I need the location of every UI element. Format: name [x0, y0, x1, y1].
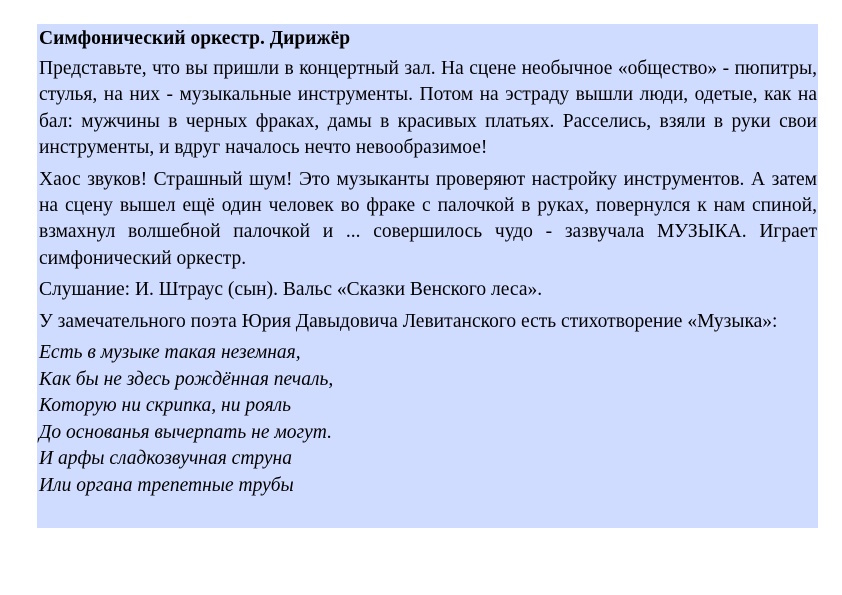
- poem-line: До основанья вычерпать не могут.: [39, 421, 332, 443]
- poem: [39, 340, 817, 500]
- document-title: Симфонический оркестр. Дирижёр: [39, 28, 351, 49]
- text-box: [37, 24, 818, 528]
- poem-line: Есть в музыке такая неземная,: [39, 342, 301, 364]
- poem-line: Как бы не здесь рождённая печаль,: [39, 368, 334, 390]
- paragraph-orchestra: Хаос звуков! Страшный шум! Это музыканты проверяют настройку инструментов. А затем на сцену вышел ещё один человек во фраке с палочкой в руках, повернулся к нам спиной, взмахнул волшебной палочкой и ... совершилось чудо - зазвучала МУЗЫКА. Играет симфонический оркестр.: [39, 168, 817, 269]
- paragraph-concert-hall: Представьте, что вы пришли в концертный зал. На сцене необычное «общество» - пюпитры, стулья, на них - музыкальные инструменты. Потом на эстраду вышли люди, одетые, как на бал: мужчины в черных фраках, дамы в красивых платьях. Расселись, взяли в руки свои инструменты, и вдруг началось нечто невообразимое!: [39, 58, 817, 159]
- poem-line: Которую ни скрипка, ни рояль: [39, 395, 292, 417]
- paragraph-listening: Слушание: И. Штраус (сын). Вальс «Сказки Венского леса».: [39, 279, 543, 301]
- poem-line: Или органа трепетные трубы: [39, 475, 294, 497]
- poem-line: И арфы сладкозвучная струна: [39, 448, 292, 470]
- paragraph-poet-intro: У замечательного поэта Юрия Давыдовича Левитанского есть стихотворение «Музыка»:: [39, 310, 778, 332]
